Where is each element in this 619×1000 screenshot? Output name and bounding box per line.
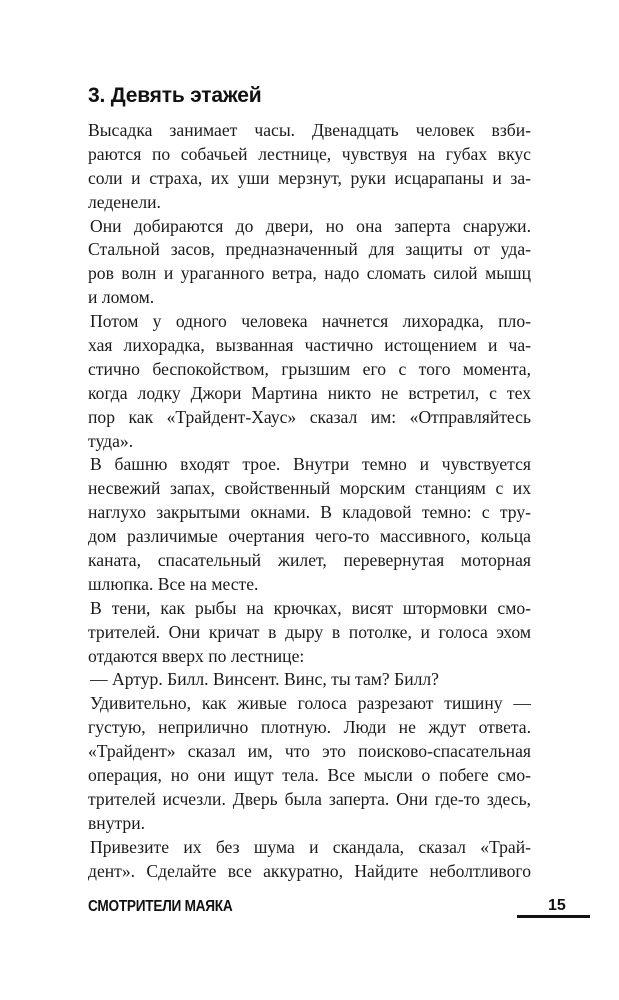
text-line: Они добираются до двери, но она заперта снаружи. (90, 215, 531, 236)
text-line: когда лодку Джори Мартина никто не встретил, с тех (88, 382, 531, 403)
text-line: соли и страха, их уши мерзнут, руки исцарапаны и за- (88, 167, 531, 188)
text-line: — Артур. Билл. Винсент. Винс, ты там? Билл? (90, 669, 439, 690)
text-line: шлюпка. Все на месте. (88, 573, 259, 594)
text-line: хая лихорадка, вызванная частично истощением и ча- (88, 335, 531, 356)
text-line: Удивительно, как живые голоса разрезают тишину — (90, 693, 531, 714)
text-line: раются по собачьей лестнице, чувствуя на губах вкус (88, 143, 531, 164)
footer-rule (517, 915, 590, 918)
text-line: операция, но они ищут тела. Все мысли о побеге смо- (88, 765, 531, 786)
text-line: и ломом. (88, 287, 155, 308)
text-line: Привезите их без шума и скандала, сказал «Трай- (90, 836, 531, 857)
text-line: ров волн и ураганного ветра, надо сломать силой мышц (88, 263, 531, 284)
text-line: отдаются вверх по лестнице: (88, 645, 305, 666)
running-title: СМОТРИТЕЛИ МАЯКА (88, 898, 233, 915)
text-line: внутри. (88, 812, 146, 833)
body-text (88, 119, 531, 884)
text-line: трителей исчезли. Дверь была заперта. Они где-то здесь, (88, 788, 531, 809)
text-line: пор как «Трайдент-Хаус» сказал им: «Отправляйтесь (88, 406, 531, 427)
text-line: стично беспокойством, грызшим его с того момента, (88, 358, 531, 379)
text-line: густую, неприлично плотную. Люди не ждут ответа. (88, 717, 531, 738)
text-line: леденели. (88, 191, 161, 212)
text-line: наглухо закрытыми окнами. В кладовой темно: с тру- (88, 502, 531, 523)
text-line: каната, спасательный жилет, перевернутая моторная (88, 550, 531, 571)
text-line: дом различимые очертания чего-то массивного, кольца (88, 526, 531, 547)
page-number: 15 (548, 897, 566, 914)
chapter-title: 3. Девять этажей (88, 84, 262, 107)
text-line: Высадка занимает часы. Двенадцать человек взби- (88, 120, 531, 140)
text-line: трителей. Они кричат в дыру в потолке, и голоса эхом (88, 621, 531, 642)
text-line: несвежий запах, свойственный морским станциям с их (88, 478, 531, 499)
text-line: дент». Сделайте все аккуратно, Найдите неболтливого (88, 860, 531, 881)
text-line: туда». (88, 430, 134, 451)
text-line: Потом у одного человека начнется лихорадка, пло- (90, 311, 531, 332)
text-line: «Трайдент» сказал им, что это поисково-спасательная (88, 741, 531, 762)
text-line: В башню входят трое. Внутри темно и чувствуется (90, 454, 531, 475)
text-line: Стальной засов, предназначенный для защиты от уда- (88, 239, 531, 260)
text-line: В тени, как рыбы на крючках, висят штормовки смо- (90, 597, 531, 618)
